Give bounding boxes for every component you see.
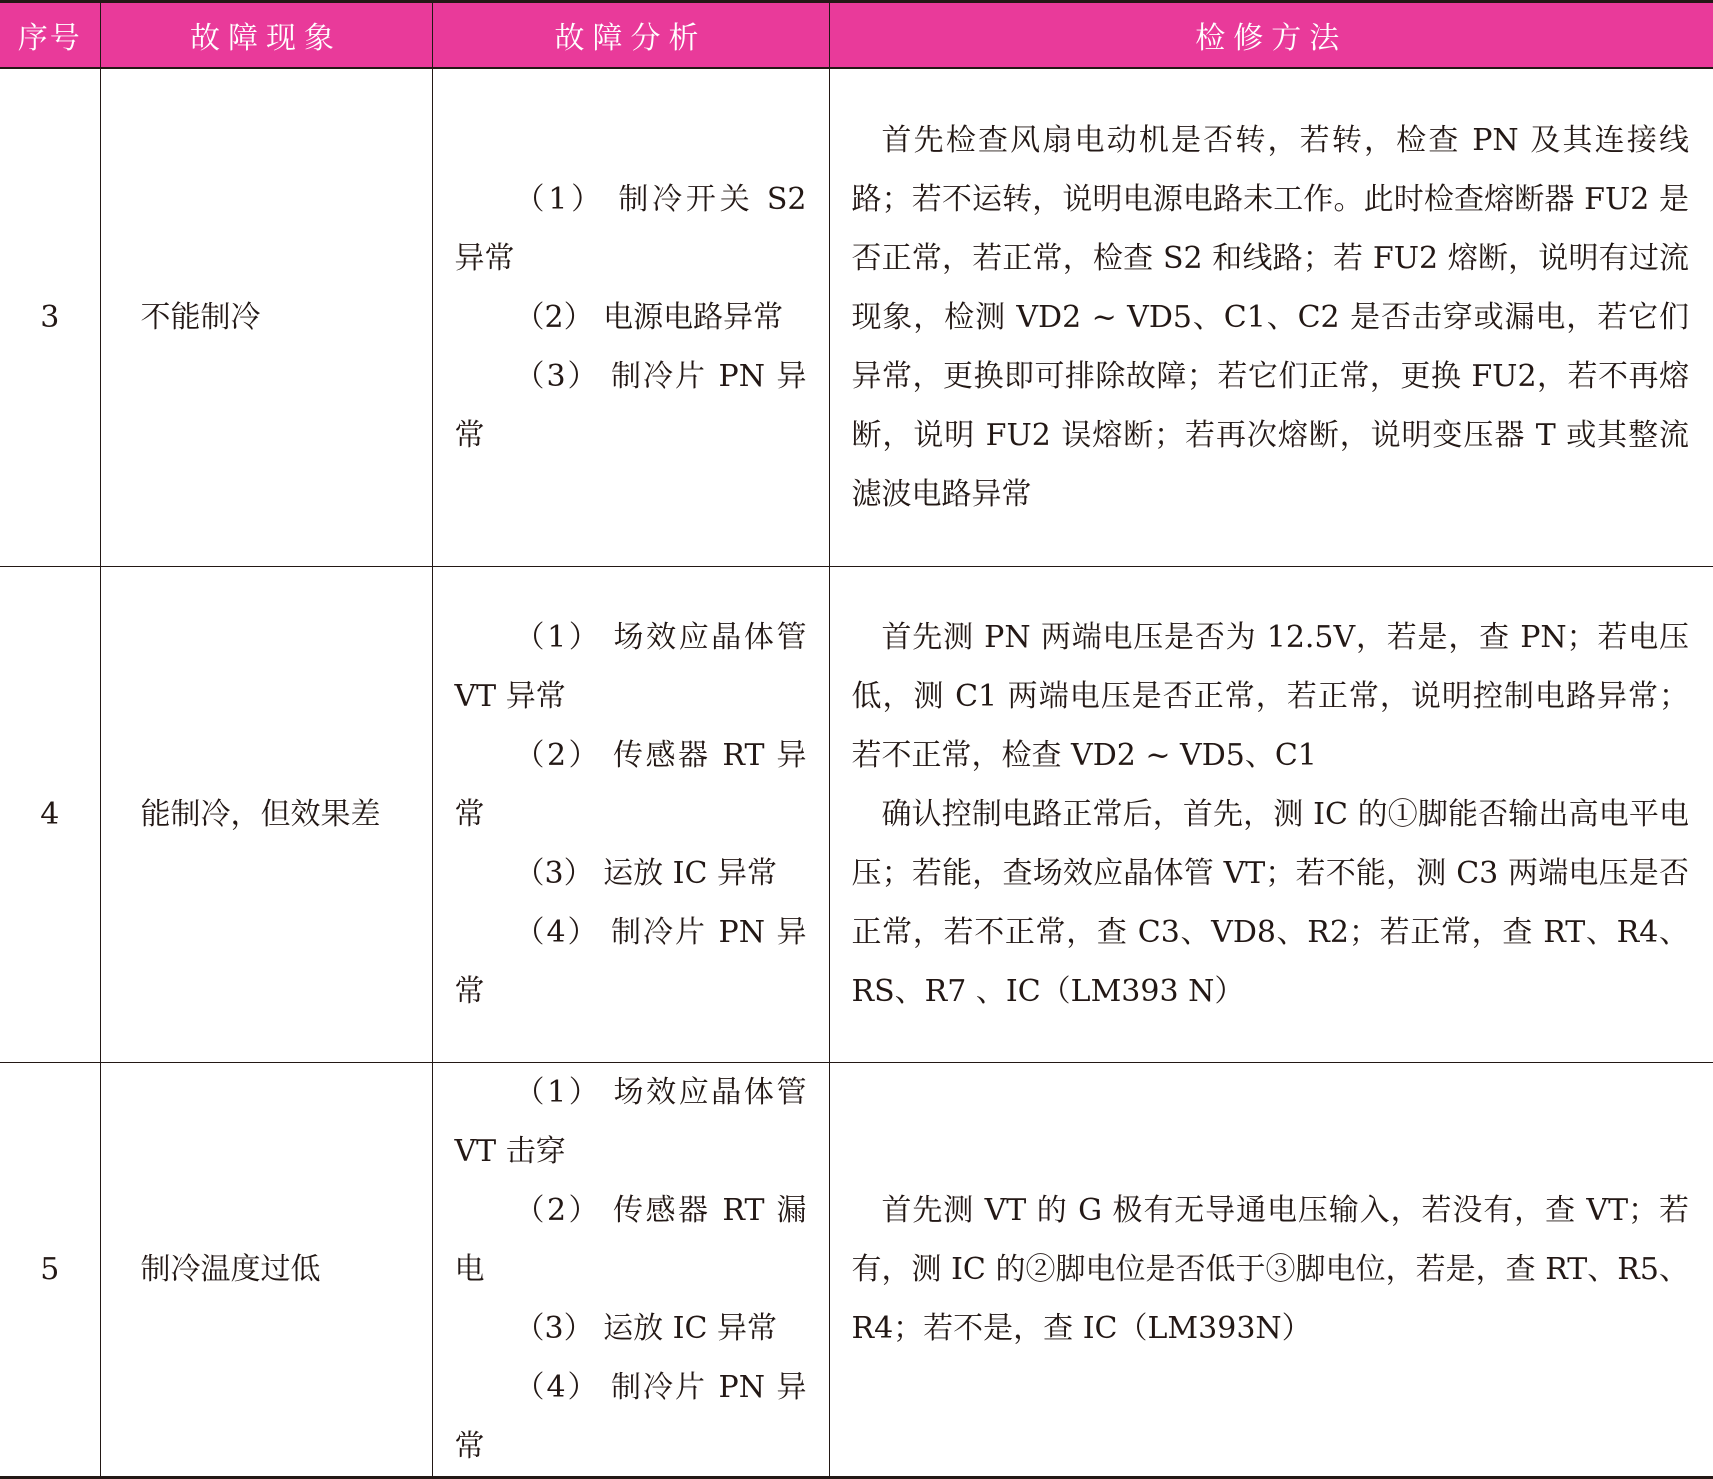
row-number: 5 — [0, 1063, 100, 1478]
analysis-item: （3） 运放 IC 异常 — [514, 1311, 777, 1346]
analysis-item: （4） 制冷片 PN 异常 — [454, 915, 807, 1009]
fault-symptom: 能制冷，但效果差 — [100, 567, 432, 1063]
fault-symptom: 制冷温度过低 — [100, 1063, 432, 1478]
analysis-item: （3） 运放 IC 异常 — [514, 856, 777, 891]
analysis-item: （2） 传感器 RT 异常 — [454, 738, 807, 832]
fault-analysis — [432, 1063, 829, 1478]
fault-analysis — [432, 567, 829, 1063]
analysis-item: （1） 场效应晶体管 VT 异常 — [454, 620, 807, 714]
analysis-item: （3） 制冷片 PN 异常 — [454, 358, 807, 453]
method-paragraph: 首先测 PN 两端电压是否为 12.5V，若是，查 PN；若电压低，测 C1 两端电压是否正常，若正常，说明控制电路异常；若不正常，检查 VD2 ~ VD5、C1 — [851, 620, 1689, 773]
method-paragraph: 首先检查风扇电动机是否转，若转，检查 PN 及其连接线路；若不运转，说明电源电路未工作。此时检查熔断器 FU2 是否正常，若正常，检查 S2 和线路；若 FU2 熔断，说明有过流现象，检测 VD2 ~ VD5、C1、C2 是否击穿或漏电，若它们异常，更换即可排除故障；若它们正常，更换 FU2，若不再熔断，说明 FU2 误熔断；若再次熔断，说明变压器 T 或其整流滤波电路异常 — [851, 122, 1689, 512]
table-header-row — [0, 2, 1713, 68]
analysis-item: （2） 传感器 RT 漏电 — [454, 1193, 807, 1287]
row-number: 4 — [0, 567, 100, 1063]
fault-analysis — [432, 68, 829, 567]
table-row — [0, 1063, 1713, 1478]
table-row — [0, 567, 1713, 1063]
analysis-item: （1） 制冷开关 S2 异常 — [454, 181, 807, 276]
table-row — [0, 68, 1713, 567]
repair-method — [829, 567, 1713, 1063]
repair-method — [829, 1063, 1713, 1478]
header-symptom: 故障现象 — [100, 2, 432, 68]
analysis-item: （1） 场效应晶体管 VT 击穿 — [454, 1075, 807, 1169]
row-number: 3 — [0, 68, 100, 567]
method-paragraph: 首先测 VT 的 G 极有无导通电压输入，若没有，查 VT；若有，测 IC 的②脚电位是否低于③脚电位，若是，查 RT、R5、R4；若不是，查 IC（LM393N） — [851, 1193, 1689, 1346]
method-paragraph: 确认控制电路正常后，首先，测 IC 的①脚能否输出高电平电压；若能，查场效应晶体管 VT；若不能，测 C3 两端电压是否正常，若不正常，查 C3、VD8、R2；若正常，查 RT、R4、RS、R7 、IC（LM393 N） — [851, 797, 1689, 1009]
analysis-item: （2） 电源电路异常 — [514, 299, 784, 335]
header-analysis: 故障分析 — [432, 2, 829, 68]
fault-symptom: 不能制冷 — [100, 68, 432, 567]
header-method: 检修方法 — [829, 2, 1713, 68]
analysis-item: （4） 制冷片 PN 异常 — [454, 1370, 807, 1464]
repair-method — [829, 68, 1713, 567]
header-no: 序号 — [0, 2, 100, 68]
